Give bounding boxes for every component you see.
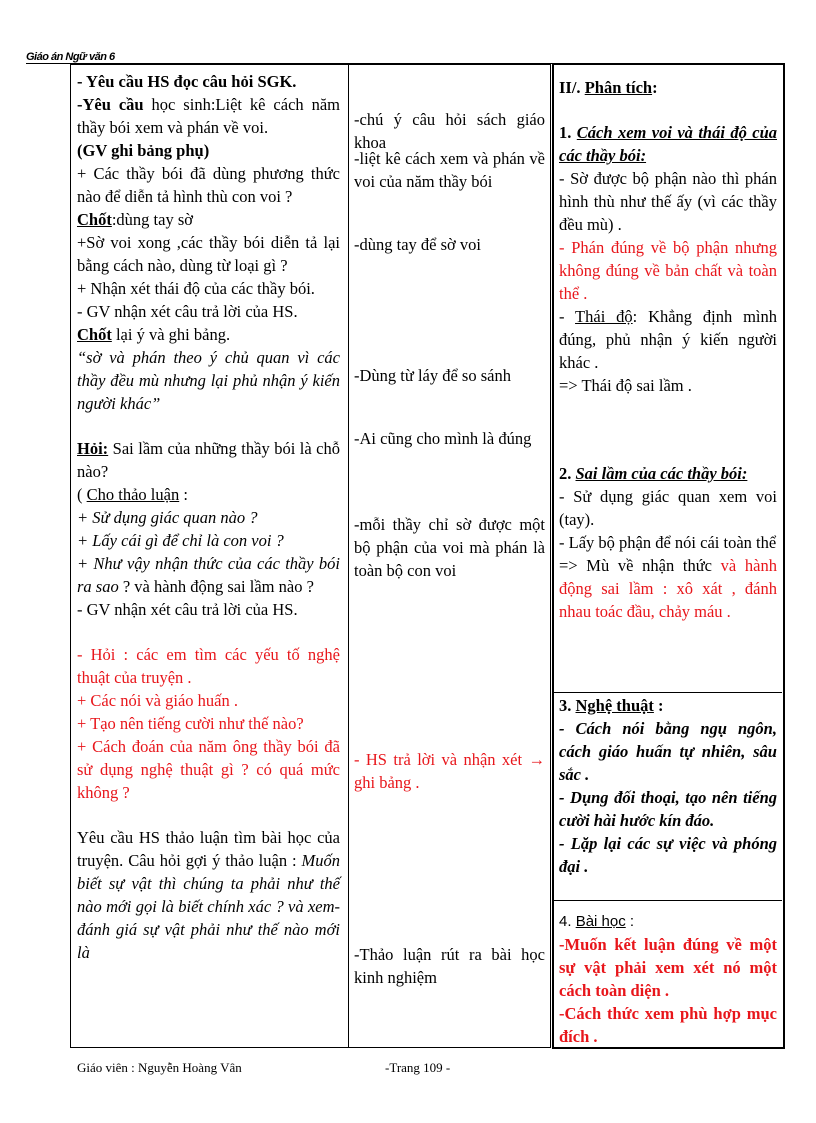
text: - Sờ được bộ phận nào thì phán hình thù như thế ấy (vì các thầy đều mù) . xyxy=(559,169,777,234)
text: - xyxy=(559,307,576,326)
text: + Nhận xét thái độ của các thầy bói. xyxy=(77,279,315,298)
text: 1. xyxy=(559,123,577,142)
text: - Lặp lại các sự việc và phóng đại . xyxy=(559,834,777,876)
heading-4 xyxy=(559,910,777,933)
text: Nghệ thuật xyxy=(575,696,654,715)
text: Bài học xyxy=(575,913,626,930)
col1-line xyxy=(77,826,340,964)
text: “sờ và phán theo ý chủ quan vì các thầy đều mù nhưng lại phủ nhận ý kiến người khác” xyxy=(77,348,340,413)
text: + Lấy cái gì để chỉ là con voi ? xyxy=(77,531,284,550)
col3-line xyxy=(559,305,777,374)
text: - Hỏi : các em tìm các yếu tố nghệ thuật của truyện . xyxy=(77,645,340,687)
col3-line xyxy=(559,933,777,1002)
col1-line xyxy=(77,346,340,415)
text: : xyxy=(179,485,188,504)
text: -chú ý câu hỏi sách giáo khoa xyxy=(354,110,545,152)
text: ? và hành động sai lầm nào ? xyxy=(118,577,314,596)
col2-g xyxy=(354,748,545,794)
text: + Sử dụng giác quan nào ? xyxy=(77,508,258,527)
text: và hành động sai lầm : xô xát , đánh nhau toác đầu, chảy máu . xyxy=(559,556,778,621)
text: Liệt kê cách năm thầy bói xem và phán về voi. xyxy=(77,95,340,137)
text: học sinh: xyxy=(143,95,216,114)
text: Muốn biết sự vật thì chúng ta phải như thế nào mới gọi là biết chính xác ? và xem-đánh giá sự vật phải như thế nào mới là xyxy=(77,851,340,962)
text: ( xyxy=(77,485,87,504)
col2-c xyxy=(354,233,545,256)
col2-f xyxy=(354,513,545,582)
col3-part2 xyxy=(559,462,777,623)
text: : xyxy=(653,696,664,715)
section-divider xyxy=(553,692,782,693)
col1-line xyxy=(77,300,340,323)
col3-line xyxy=(559,717,777,786)
col3-line xyxy=(559,786,777,832)
text: +Sờ voi xong ,các thầy bói diễn tả lại bằng cách nào, dùng từ loại gì ? xyxy=(77,233,340,275)
text: Thái độ xyxy=(575,307,633,326)
heading-2 xyxy=(559,462,777,485)
footer-teacher: Giáo viên : Nguyễn Hoàng Vân xyxy=(77,1060,242,1075)
heading-1 xyxy=(559,121,777,167)
text: => Mù về nhận thức xyxy=(559,556,712,575)
text: - Dụng đối thoại, tạo nên tiếng cười hài hước kín đáo. xyxy=(559,788,777,830)
col1-text xyxy=(77,70,340,964)
page-header-title: Giáo án Ngữ văn 6 xyxy=(26,51,115,63)
section-analysis-heading: II/. Phân tích: xyxy=(559,78,658,97)
col1-line xyxy=(77,689,340,712)
col3-line xyxy=(559,167,777,236)
text: - HS trả lời và nhận xét → ghi bảng . xyxy=(354,750,545,792)
text: - Sử dụng giác quan xem voi (tay). xyxy=(559,487,777,529)
col2-b xyxy=(354,147,545,193)
col1-line xyxy=(77,437,340,483)
col3-line xyxy=(559,531,777,554)
text: -Muốn kết luận đúng về một sự vật phải xem xét nó một cách toàn diện . xyxy=(559,935,777,1000)
text: Cách xem voi và thái độ của các thầy bói: xyxy=(559,123,778,165)
col2-h xyxy=(354,943,545,989)
text: II/. xyxy=(559,78,585,97)
col3-line xyxy=(559,554,777,623)
col1-line xyxy=(77,483,340,506)
text: + Như vậy nhận thức của các thầy bói ra sao xyxy=(77,554,340,596)
text: : Khẳng định mình đúng, phủ nhận ý kiến người khác . xyxy=(559,307,777,372)
text: -Yêu cầu xyxy=(77,95,144,114)
text: Chốt xyxy=(77,325,112,344)
text: -Ai cũng cho mình là đúng xyxy=(354,429,532,448)
col1-line xyxy=(77,208,340,231)
text: + Các nói và giáo huấn . xyxy=(77,691,238,710)
col3-part1 xyxy=(559,121,777,397)
col1-line xyxy=(77,139,340,162)
text: + Tạo nên tiếng cười như thế nào? xyxy=(77,714,304,733)
col1-line xyxy=(77,643,340,689)
text: Sai lầm của những thầy bói là chỗ nào? xyxy=(77,439,340,481)
text: - GV nhận xét câu trả lời của HS. xyxy=(77,600,298,619)
text: - Cách nói bằng ngụ ngôn, cách giáo huấn tự nhiên, sâu sắc . xyxy=(559,719,777,784)
col3-line xyxy=(559,485,777,531)
text: lại ý và ghi bảng. xyxy=(111,325,231,344)
text: : xyxy=(625,913,635,930)
heading-3 xyxy=(559,694,777,717)
col1-line xyxy=(77,735,340,804)
col1-line xyxy=(77,277,340,300)
text: - Phán đúng về bộ phận nhưng không đúng về bản chất và toàn thể . xyxy=(559,238,777,303)
text: => Thái độ sai lầm . xyxy=(559,376,692,395)
col2-e xyxy=(354,427,545,450)
col3-part4 xyxy=(559,910,777,1048)
col3-line xyxy=(559,374,777,397)
footer-page-number: -Trang 109 - xyxy=(385,1060,451,1075)
col1-line xyxy=(77,529,340,552)
text: - GV nhận xét câu trả lời của HS. xyxy=(77,302,298,321)
text: - Yêu cầu HS đọc câu hỏi SGK. xyxy=(77,72,297,91)
text: -Dùng từ láy để so sánh xyxy=(354,366,511,385)
col3-line xyxy=(559,1002,777,1048)
col1-line xyxy=(77,598,340,621)
text: 2. xyxy=(559,464,576,483)
text: 3. xyxy=(559,696,576,715)
text: :dùng tay sờ xyxy=(111,210,193,229)
text: -Thảo luận rút ra bài học kinh nghiệm xyxy=(354,945,545,987)
col1-line xyxy=(77,162,340,208)
text: Phân tích xyxy=(584,78,653,97)
text: -dùng tay để sờ voi xyxy=(354,235,481,254)
text: 4. xyxy=(559,913,576,930)
column-double-rule xyxy=(550,64,551,1048)
text: - Lấy bộ phận để nói cái toàn thể xyxy=(559,533,777,552)
text: -Cách thức xem phù hợp mục đích . xyxy=(559,1004,777,1046)
col1-line xyxy=(77,93,340,139)
col3-line xyxy=(559,832,777,878)
col3-line xyxy=(559,236,777,305)
col2-d xyxy=(354,364,545,387)
section-divider xyxy=(553,900,782,901)
col1-line xyxy=(77,70,340,93)
text: Hỏi: xyxy=(77,439,109,458)
text: Yêu cầu HS thảo luận tìm bài học của truyện. Câu hỏi gợi ý thảo luận : xyxy=(77,828,340,870)
col1-line xyxy=(77,552,340,598)
col1-line xyxy=(77,506,340,529)
text: (GV ghi bảng phụ) xyxy=(77,141,210,160)
col1-line xyxy=(77,323,340,346)
text: Sai lầm của các thầy bói: xyxy=(575,464,748,483)
text: Cho thảo luận xyxy=(86,485,180,504)
text: -mỗi thầy chỉ sờ được một bộ phận của voi mà phán là toàn bộ con voi xyxy=(354,515,545,580)
col1-line xyxy=(77,712,340,735)
col3-part3 xyxy=(559,694,777,878)
text: + Các thầy bói đã dùng phương thức nào để diễn tả hình thù con voi ? xyxy=(77,164,340,206)
text: Chốt xyxy=(77,210,112,229)
text: + Cách đoán của năm ông thầy bói đã sử dụng nghệ thuật gì ? có quá mức không ? xyxy=(77,737,340,802)
text: -liệt kê cách xem và phán về voi của năm thầy bói xyxy=(354,149,545,191)
col1-line xyxy=(77,231,340,277)
